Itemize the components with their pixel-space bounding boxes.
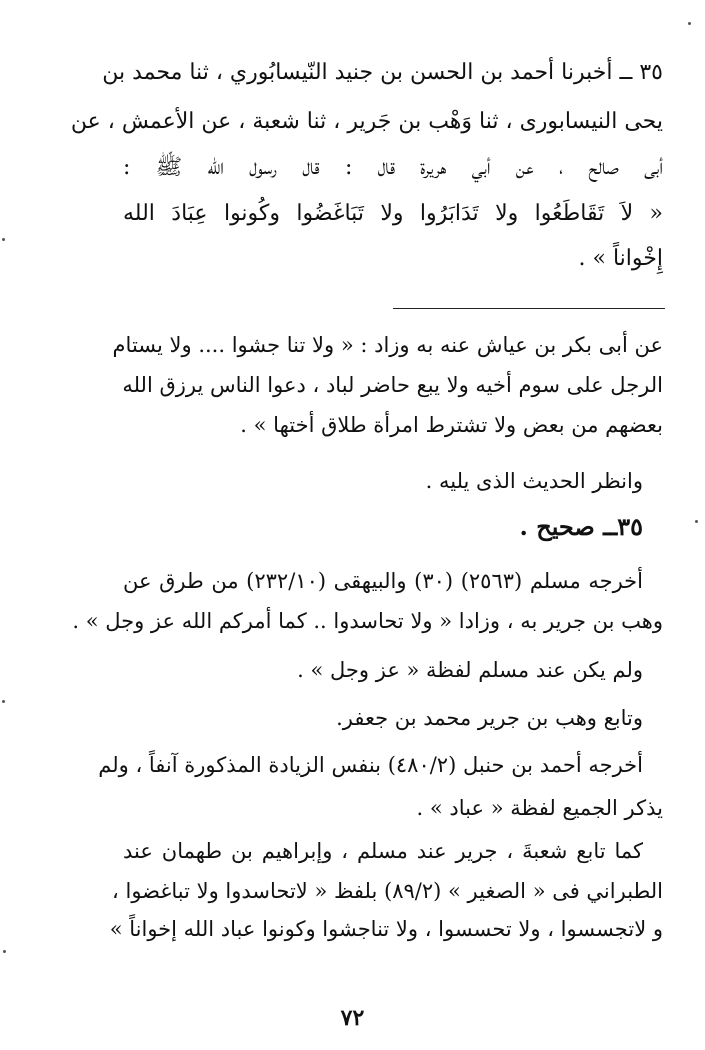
note-line: ولم يكن عند مسلم لفظة « عز وجل » .: [297, 658, 643, 682]
takhrij-line: كما تابع شعبةَ ، جرير عند مسلم ، وإبراهيم بن طهمان عند: [123, 839, 643, 863]
footnote-line: عن أبى بكر بن عياش عنه به وزاد : « ولا تنا جشوا .... ولا يستام: [112, 333, 663, 357]
takhrij-line: وهب بن جرير به ، وزادا « ولا تحاسدوا .. كما أمركم الله عز وجل » .: [72, 609, 663, 633]
takhrij-line: أخرجه أحمد بن حنبل (٤٨٠/٢) بنفس الزيادة المذكورة آنفاً ، ولم: [98, 753, 643, 777]
takhrij-line: أخرجه مسلم (٢٥٦٣) (٣٠) والبيهقى (٢٣٢/١٠) من طرق عن: [123, 569, 643, 593]
footnote-separator: [393, 308, 665, 309]
hadith-line: إِخْواناً » .: [578, 246, 663, 271]
takhrij-line: يذكر الجميع لفظة « عباد » .: [416, 796, 663, 820]
hadith-line: أبى صالح ، عن أبي هريرة قال : قال رسول الله ﷺ :: [123, 155, 663, 180]
scan-speck: [3, 950, 6, 953]
see-also-note: وانظر الحديث الذى يليه .: [425, 469, 643, 493]
hadith-line: ٣٥ ــ أخبرنا أحمد بن الحسن بن جنيد النّيسابُوري ، ثنا محمد بن: [102, 60, 663, 85]
hadith-line: يحى النيسابورى ، ثنا وَهْب بن جَرير ، ثنا شعبة ، عن الأعمش ، عن: [70, 109, 663, 134]
page-number: ٧٢: [340, 1005, 365, 1031]
scan-speck: [695, 520, 698, 523]
footnote-line: الرجل على سوم أخيه ولا يبع حاضر لباد ، دعوا الناس يرزق الله: [122, 373, 663, 397]
takhrij-line: و لاتجسسوا ، ولا تحسسوا ، ولا تناجشوا وكونوا عباد الله إخواناً »: [109, 917, 663, 941]
grade-heading: ٣٥ــ صحيح .: [519, 512, 643, 541]
hadith-line: « لاَ تَقَاطَعُوا ولا تَدَابَرُوا ولا تَبَاغَضُوا وكُونوا عِبَادَ الله: [123, 201, 663, 226]
note-line: وتابع وهب بن جرير محمد بن جعفر.: [336, 706, 643, 730]
footnote-line: بعضهم من بعض ولا تشترط امرأة طلاق أختها » .: [240, 413, 663, 437]
scan-speck: [688, 22, 691, 25]
scan-speck: [2, 238, 5, 241]
takhrij-line: الطبراني فى « الصغير » (٨٩/٢) بلفظ « لاتحاسدوا ولا تباغضوا ،: [112, 879, 663, 903]
scan-speck: [2, 700, 5, 703]
